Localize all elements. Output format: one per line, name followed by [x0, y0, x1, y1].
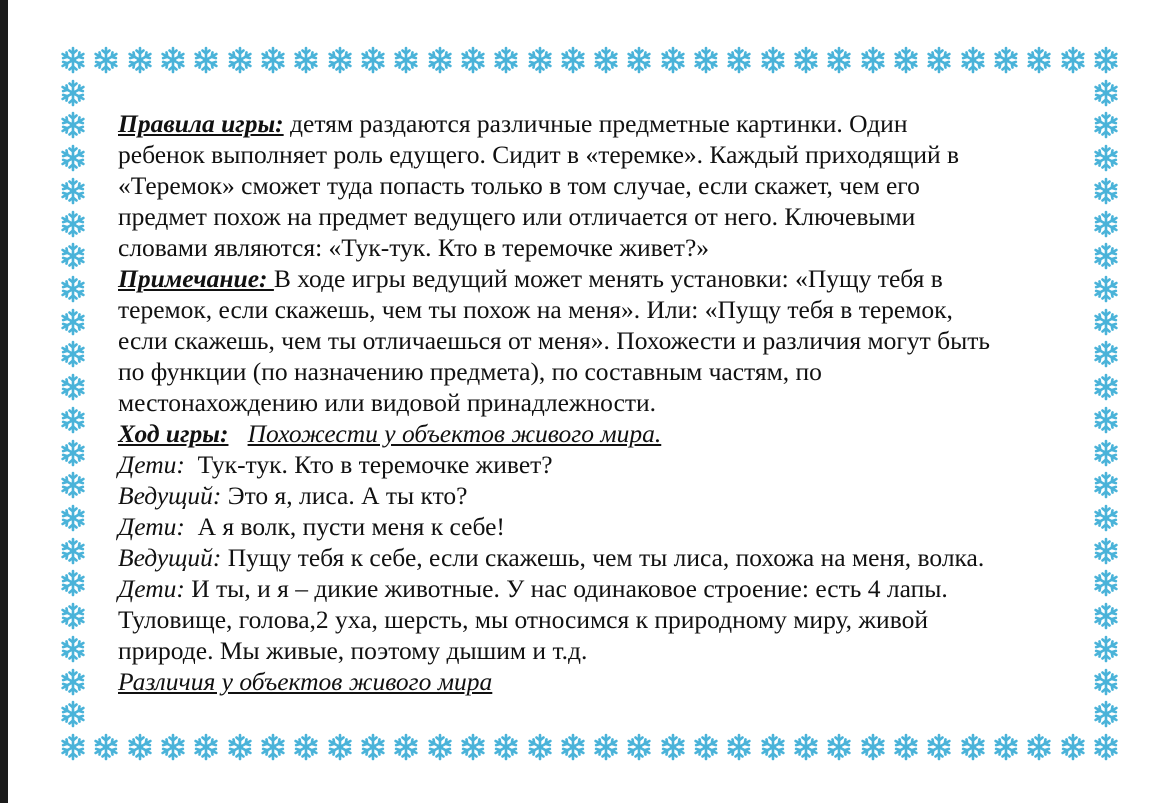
snowflake-icon: [226, 733, 254, 761]
snowflake-icon: [226, 46, 254, 74]
snowflake-icon: [92, 733, 120, 761]
snowflake-icon: [659, 46, 687, 74]
snowflake-icon: [992, 46, 1020, 74]
snowflake-icon: [59, 340, 87, 368]
snowflake-icon: [126, 46, 154, 74]
snowflake-icon: [1092, 144, 1120, 172]
snowflake-icon: [1092, 537, 1120, 565]
speech-text: А я волк, пусти меня к себе!: [197, 512, 505, 541]
snowflake-icon: [1092, 177, 1120, 205]
snowflake-icon: [992, 733, 1020, 761]
snowflake-icon: [1092, 210, 1120, 238]
snowflake-icon: [59, 471, 87, 499]
dialog-line: [118, 480, 1058, 511]
snowflake-icon: [259, 46, 287, 74]
speech-text: Тук-тук. Кто в теремочке живет?: [197, 450, 553, 479]
rules-label: Правила игры:: [118, 109, 284, 138]
snowflake-icon: [459, 46, 487, 74]
snowflake-icon: [59, 504, 87, 532]
rules-line: [118, 108, 1058, 139]
snowflake-icon: [359, 46, 387, 74]
note-line: по функции (по назначению предмета), по составным частям, по: [118, 357, 822, 386]
snowflake-icon: [292, 733, 320, 761]
snowflake-icon: [925, 46, 953, 74]
snowflake-icon: [526, 733, 554, 761]
snowflake-icon: [692, 46, 720, 74]
snowflake-icon: [59, 308, 87, 336]
rules-line: ребенок выполняет роль едущего. Сидит в «теремке». Каждый приходящий в: [118, 140, 960, 169]
snowflake-icon: [1059, 46, 1087, 74]
rules-line: предмет похож на предмет ведущего или отличается от него. Ключевыми: [118, 202, 916, 231]
speaker-label: Ведущий:: [118, 481, 222, 510]
snowflake-icon: [59, 46, 87, 74]
course-line: [118, 418, 1058, 449]
note-label: Примечание:: [118, 264, 274, 293]
snowflake-icon: [359, 733, 387, 761]
snowflake-icon: [1092, 569, 1120, 597]
snowflake-icon: [1092, 700, 1120, 728]
snowflake-icon: [859, 733, 887, 761]
dialog-line: [118, 542, 1058, 573]
snowflake-icon: [625, 733, 653, 761]
speech-text: И ты, и я – дикие животные. У нас одинаковое строение: есть 4 лапы.: [191, 574, 948, 603]
snowflake-icon: [59, 242, 87, 270]
snowflake-icon: [1092, 733, 1120, 761]
snowflake-icon: [326, 46, 354, 74]
snowflake-icon: [859, 46, 887, 74]
speaker-label: Дети:: [118, 512, 185, 541]
snowflake-icon: [426, 46, 454, 74]
snowflake-icon: [326, 733, 354, 761]
rules-text: детям раздаются различные предметные картинки. Один: [290, 109, 908, 138]
snowflake-icon: [1092, 471, 1120, 499]
snowflake-icon: [59, 144, 87, 172]
snowflake-icon: [426, 733, 454, 761]
snowflake-icon: [526, 46, 554, 74]
document-text: [118, 108, 1058, 697]
snowflake-icon: [192, 733, 220, 761]
left-edge-bar: [0, 0, 8, 803]
differences-heading: [118, 666, 1058, 697]
speaker-label: Ведущий:: [118, 543, 222, 572]
snowflake-icon: [1092, 668, 1120, 696]
snowflake-icon: [159, 733, 187, 761]
snowflake-icon: [59, 275, 87, 303]
snowflake-icon: [259, 733, 287, 761]
snowflake-icon: [659, 733, 687, 761]
snowflake-icon: [59, 111, 87, 139]
snowflake-icon: [959, 733, 987, 761]
course-label: Ход игры:: [118, 419, 229, 448]
snowflake-icon: [825, 733, 853, 761]
snowflake-icon: [625, 46, 653, 74]
snowflake-icon: [159, 46, 187, 74]
speech-text: Пущу тебя к себе, если скажешь, чем ты лиса, похожа на меня, волка.: [227, 543, 985, 572]
snowflake-icon: [492, 46, 520, 74]
snowflake-icon: [1092, 504, 1120, 532]
snowflake-icon: [1092, 373, 1120, 401]
snowflake-icon: [1092, 602, 1120, 630]
snowflake-icon: [792, 733, 820, 761]
snowflake-icon: [292, 46, 320, 74]
dialog-line: [118, 573, 1058, 604]
snowflake-icon: [1092, 275, 1120, 303]
speech-text: Это я, лиса. А ты кто?: [227, 481, 468, 510]
snowflake-icon: [59, 373, 87, 401]
snowflake-icon: [1092, 635, 1120, 663]
note-line: если скажешь, чем ты отличаешься от меня». Похожести и различия могут быть: [118, 326, 991, 355]
snowflake-icon: [59, 569, 87, 597]
dialog-continuation: природе. Мы живые, поэтому дышим и т.д.: [118, 636, 588, 665]
snowflake-icon: [59, 406, 87, 434]
speaker-label: Дети:: [118, 574, 185, 603]
snowflake-icon: [925, 733, 953, 761]
snowflake-icon: [725, 46, 753, 74]
snowflake-icon: [1092, 340, 1120, 368]
snowflake-icon: [1025, 46, 1053, 74]
snowflake-icon: [759, 733, 787, 761]
note-text: В ходе игры ведущий может менять установки: «Пущу тебя в: [273, 264, 943, 293]
snowflake-icon: [392, 46, 420, 74]
snowflake-icon: [59, 177, 87, 205]
snowflake-icon: [59, 635, 87, 663]
snowflake-icon: [192, 46, 220, 74]
snowflake-icon: [1092, 439, 1120, 467]
snowflake-icon: [1092, 308, 1120, 336]
differences-label: Различия у объектов живого мира: [118, 667, 493, 696]
snowflake-icon: [892, 733, 920, 761]
snowflake-icon: [1025, 733, 1053, 761]
snowflake-icon: [59, 700, 87, 728]
dialog-line: [118, 511, 1058, 542]
snowflake-icon: [1092, 79, 1120, 107]
snowflake-icon: [1059, 733, 1087, 761]
snowflake-icon: [892, 46, 920, 74]
snowflake-icon: [1092, 406, 1120, 434]
snowflake-icon: [59, 537, 87, 565]
snowflake-icon: [392, 733, 420, 761]
snowflake-icon: [459, 733, 487, 761]
snowflake-icon: [59, 79, 87, 107]
rules-line: «Теремок» сможет туда попасть только в том случае, если скажет, чем его: [118, 171, 920, 200]
snowflake-icon: [759, 46, 787, 74]
snowflake-icon: [692, 733, 720, 761]
snowflake-icon: [559, 733, 587, 761]
snowflake-icon: [825, 46, 853, 74]
snowflake-icon: [92, 46, 120, 74]
rules-line: словами являются: «Тук-тук. Кто в теремочке живет?»: [118, 233, 710, 262]
snowflake-icon: [59, 668, 87, 696]
snowflake-icon: [1092, 46, 1120, 74]
snowflake-icon: [126, 733, 154, 761]
snowflake-icon: [492, 733, 520, 761]
note-line: теремок, если скажешь, чем ты похож на меня». Или: «Пущу тебя в теремок,: [118, 295, 953, 324]
snowflake-icon: [59, 439, 87, 467]
snowflake-icon: [1092, 111, 1120, 139]
note-line: [118, 263, 1058, 294]
course-subtitle: Похожести у объектов живого мира.: [247, 419, 662, 448]
note-line: местонахождению или видовой принадлежности.: [118, 388, 657, 417]
snowflake-icon: [1092, 242, 1120, 270]
snowflake-icon: [59, 733, 87, 761]
dialog-continuation: Туловище, голова,2 уха, шерсть, мы относимся к природному миру, живой: [118, 605, 928, 634]
snowflake-icon: [559, 46, 587, 74]
dialog-line: [118, 449, 1058, 480]
snowflake-icon: [792, 46, 820, 74]
snowflake-icon: [959, 46, 987, 74]
snowflake-icon: [592, 46, 620, 74]
snowflake-icon: [725, 733, 753, 761]
snowflake-icon: [59, 602, 87, 630]
speaker-label: Дети:: [118, 450, 185, 479]
snowflake-icon: [59, 210, 87, 238]
snowflake-icon: [592, 733, 620, 761]
